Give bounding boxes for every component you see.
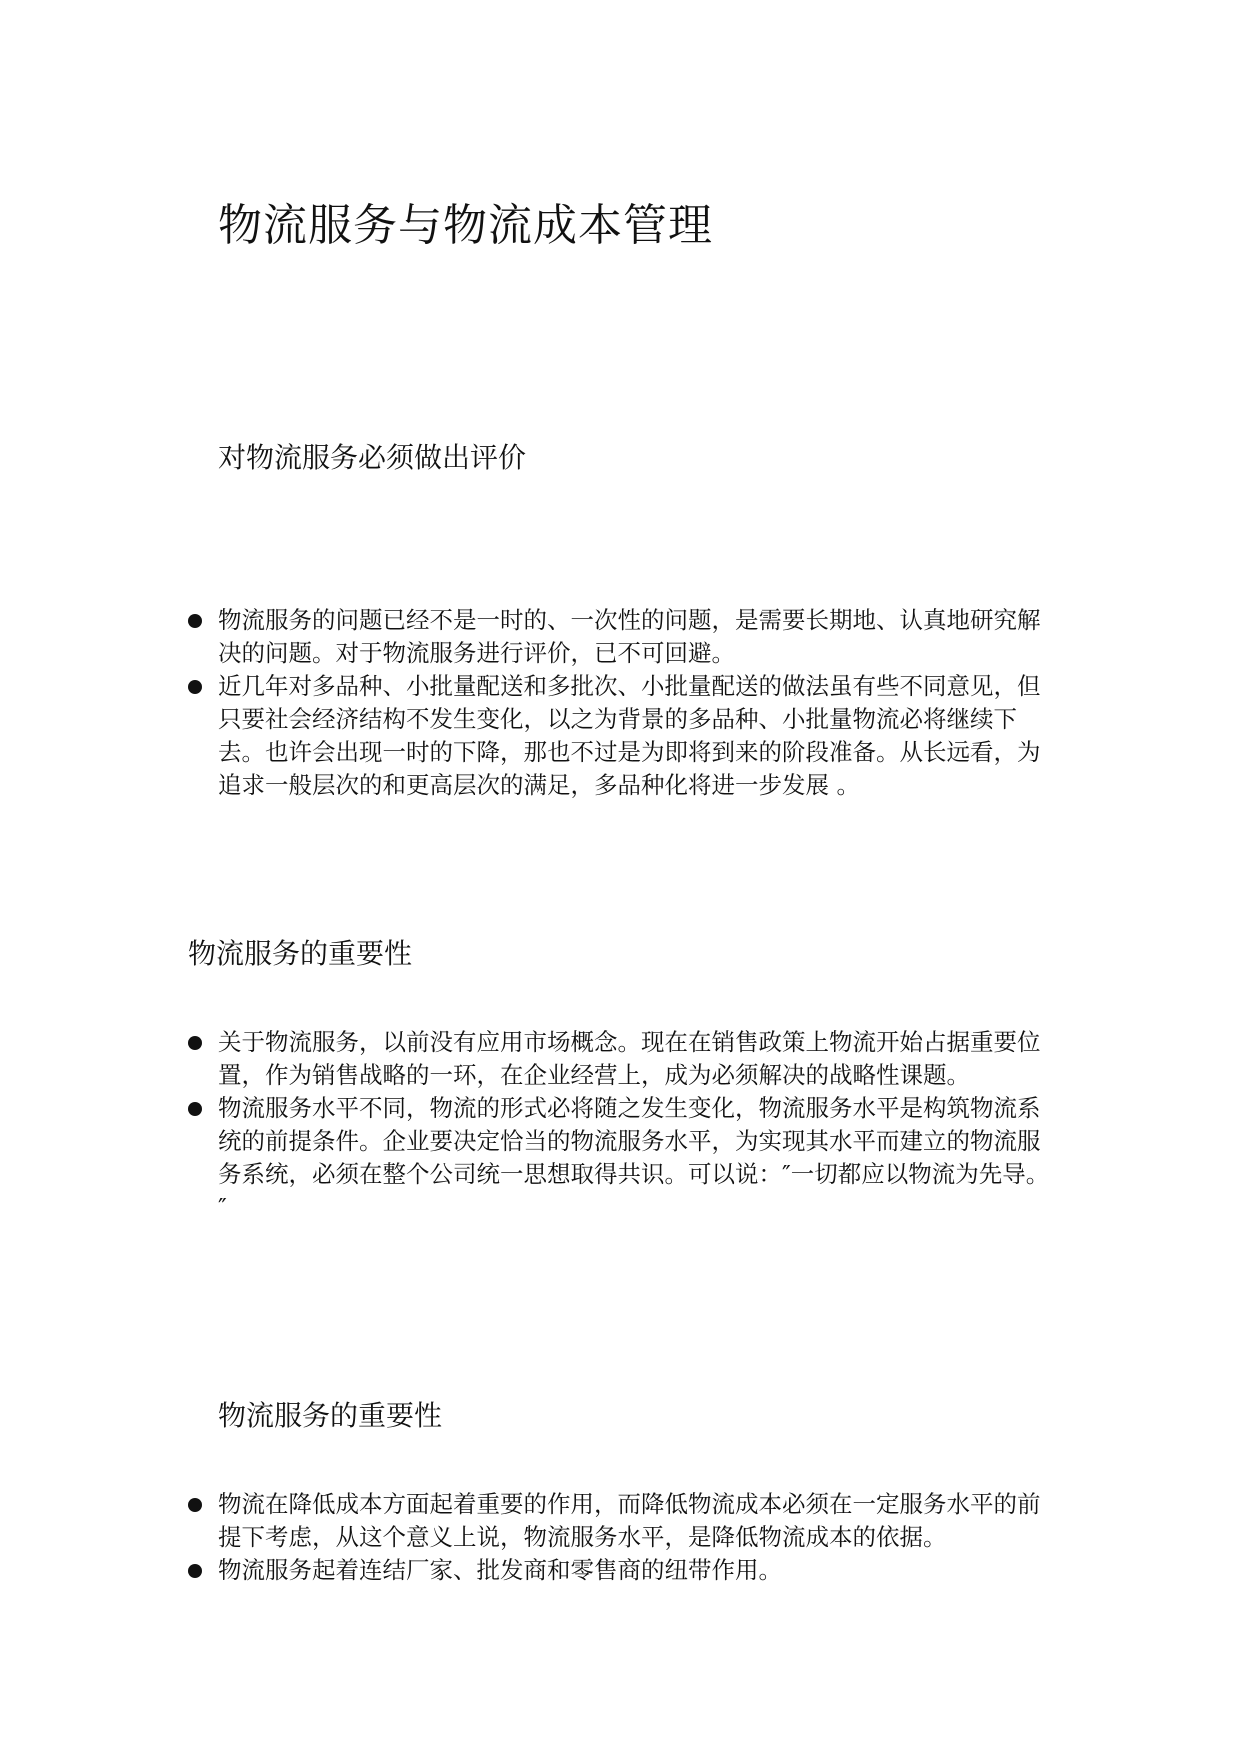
bullet-list-evaluation xyxy=(188,604,1058,802)
list-item-text: 关于物流服务，以前没有应用市场概念。现在在销售政策上物流开始占据重要位置，作为销售战略的一环，在企业经营上，成为必须解决的战略性课题。 xyxy=(218,1028,1041,1089)
bullet-icon xyxy=(188,1564,202,1578)
section-heading-importance: 物流服务的重要性 xyxy=(188,937,413,970)
bullet-icon xyxy=(188,1498,202,1512)
section-heading-evaluation: 对物流服务必须做出评价 xyxy=(218,441,527,474)
bullet-list-importance-2 xyxy=(188,1488,1058,1587)
bullet-icon xyxy=(188,1102,202,1116)
list-item xyxy=(188,1026,1058,1092)
bullet-icon xyxy=(188,614,202,628)
list-item-text: 物流服务起着连结厂家、批发商和零售商的纽带作用。 xyxy=(218,1556,782,1584)
list-item-text: 物流服务的问题已经不是一时的、一次性的问题，是需要长期地、认真地研究解决的问题。对于物流服务进行评价，已不可回避。 xyxy=(218,606,1041,667)
list-item xyxy=(188,1488,1058,1554)
list-item-text: 物流服务水平不同，物流的形式必将随之发生变化，物流服务水平是构筑物流系统的前提条件。企业要决定恰当的物流服务水平，为实现其水平而建立的物流服务系统，必须在整个公司统一思想取得共识。可以说：″一切都应以物流为先导。″ xyxy=(218,1094,1050,1221)
list-item xyxy=(188,670,1058,802)
section-heading-importance-2: 物流服务的重要性 xyxy=(218,1399,443,1432)
list-item-text: 近几年对多品种、小批量配送和多批次、小批量配送的做法虽有些不同意见，但只要社会经济结构不发生变化，以之为背景的多品种、小批量物流必将继续下去。也许会出现一时的下降，那也不过是为即将到来的阶段准备。从长远看，为追求一般层次的和更高层次的满足，多品种化将进一步发展 。 xyxy=(218,672,1041,799)
list-item xyxy=(188,1554,1058,1587)
page-title: 物流服务与物流成本管理 xyxy=(218,200,713,251)
bullet-icon xyxy=(188,680,202,694)
bullet-icon xyxy=(188,1036,202,1050)
list-item xyxy=(188,604,1058,670)
bullet-list-importance xyxy=(188,1026,1058,1224)
list-item-text: 物流在降低成本方面起着重要的作用，而降低物流成本必须在一定服务水平的前提下考虑，从这个意义上说，物流服务水平，是降低物流成本的依据。 xyxy=(218,1490,1041,1551)
list-item xyxy=(188,1092,1058,1224)
